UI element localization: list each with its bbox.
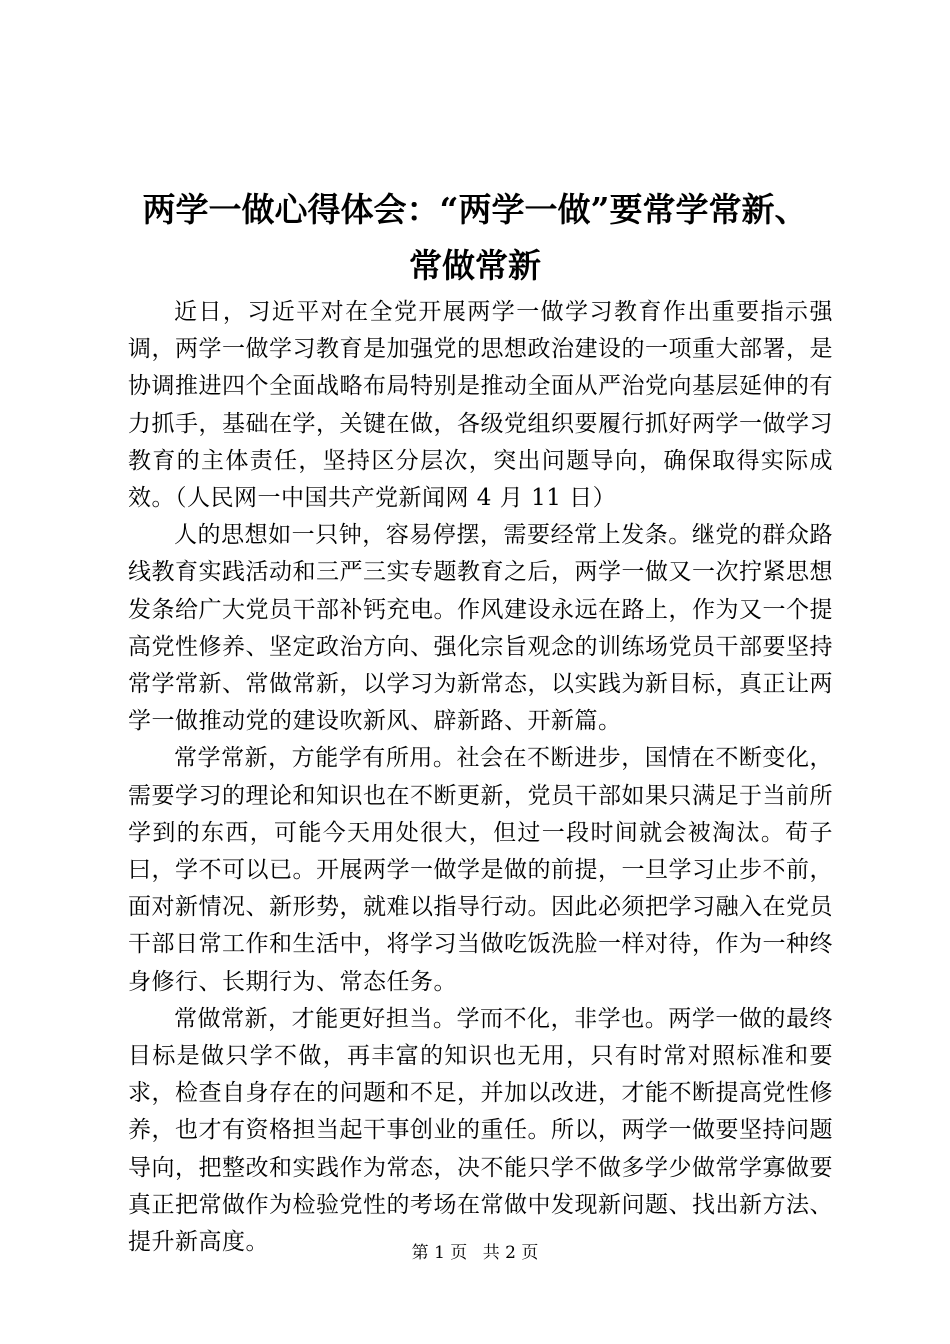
document-title-line-2: 常做常新	[409, 246, 541, 285]
paragraph-3: 常学常新，方能学有所用。社会在不断进步，国情在不断变化，需要学习的理论和知识也在不断更新，党员干部如果只满足于当前所学到的东西，可能今天用处很大，但过一段时间就会被淘汰。荀子曰，学不可以已。开展两学一做学是做的前提，一旦学习止步不前，面对新情况、新形势，就难以指导行动。因此必须把学习融入在党员干部日常工作和生活中，将学习当做吃饭洗脸一样对待，作为一种终身修行、长期行为、常态任务。	[128, 745, 833, 995]
document-body	[128, 294, 833, 1261]
paragraph-2: 人的思想如一只钟，容易停摆，需要经常上发条。继党的群众路线教育实践活动和三严三实专题教育之后，两学一做又一次拧紧思想发条给广大党员干部补钙充电。作风建设永远在路上，作为又一个提高党性修养、坚定政治方向、强化宗旨观念的训练场党员干部要坚持常学常新、常做常新，以学习为新常态，以实践为新目标，真正让两学一做推动党的建设吹新风、辟新路、开新篇。	[128, 522, 833, 735]
page-number: 第 1 页	[411, 1243, 468, 1263]
page-total: 共 2 页	[482, 1243, 539, 1263]
page-footer	[0, 1242, 950, 1264]
paragraph-4: 常做常新，才能更好担当。学而不化，非学也。两学一做的最终目标是做只学不做，再丰富的知识也无用，只有时常对照标准和要求，检查自身存在的问题和不足，并加以改进，才能不断提高党性修养，也才有资格担当起干事创业的重任。所以，两学一做要坚持问题导向，把整改和实践作为常态，决不能只学不做多学少做常学寡做要真正把常做作为检验党性的考场在常做中发现新问题、找出新方法、提升新高度。	[128, 1005, 833, 1256]
paragraph-1: 近日，习近平对在全党开展两学一做学习教育作出重要指示强调，两学一做学习教育是加强党的思想政治建设的一项重大部署，是协调推进四个全面战略布局特别是推动全面从严治党向基层延伸的有力抓手，基础在学，关键在做，各级党组织要履行抓好两学一做学习教育的主体责任，坚持区分层次，突出问题导向，确保取得实际成效。（人民网一中国共产党新闻网 4 月 11 日）	[128, 299, 833, 512]
document-title-line-1: 两学一做心得体会：“两学一做”要常学常新、	[142, 190, 808, 229]
